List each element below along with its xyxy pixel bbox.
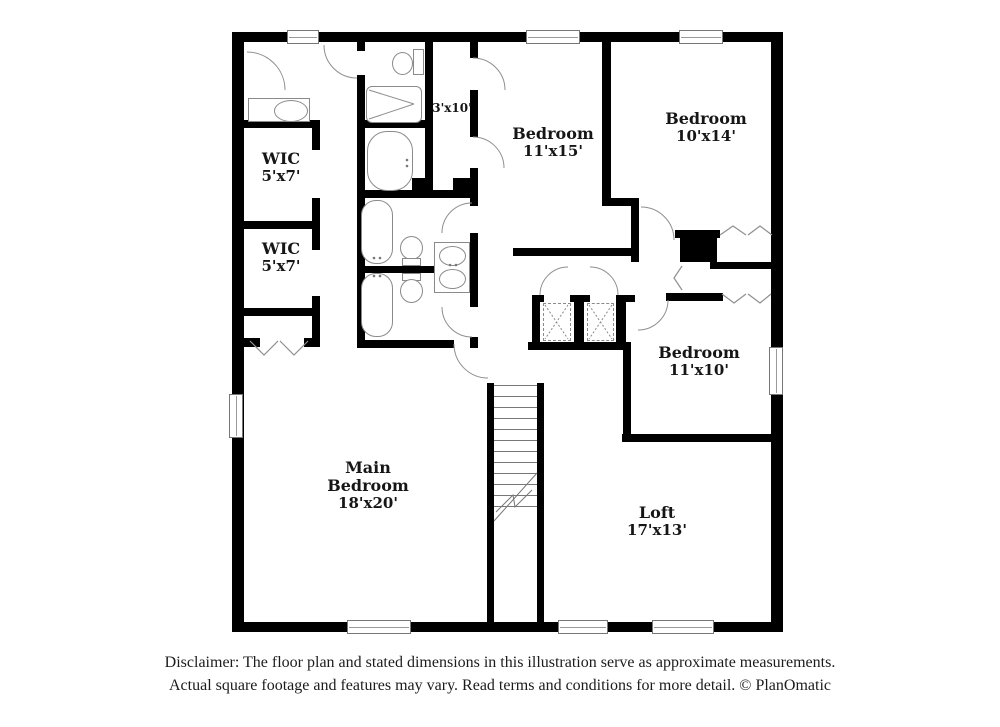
room-label-bedroom-11x15 [512,125,594,160]
wall [470,337,478,348]
wall [357,340,454,348]
room-label-bedroom-10x14 [665,110,747,145]
closet-icon [587,303,614,341]
window [652,620,714,634]
wall [602,42,611,206]
wall [412,178,428,194]
room-label-wic-1 [261,150,300,185]
sink-icon [274,100,308,122]
wall [357,42,365,51]
wall [244,338,260,347]
room-label-closet-3x10 [432,102,472,115]
room-dims: 3'x10' [432,101,472,115]
room-name: Bedroom [658,343,740,362]
window [769,347,783,395]
shower-icon [366,86,422,123]
window [347,620,411,634]
wall [666,293,723,301]
wall [622,434,773,442]
room-label-main-bedroom [316,459,420,512]
wall [244,308,320,316]
wall [623,342,631,442]
wall [470,168,478,206]
wall [425,42,433,198]
toilet-tank-icon [413,49,424,75]
wall [470,42,478,58]
wall [528,342,628,350]
room-dims: 11'x15' [523,141,583,160]
window [229,394,243,438]
room-name: WIC [261,149,301,168]
stairs-icon [494,385,537,511]
disclaimer-line-1: Disclaimer: The floor plan and stated dimensions in this illustration serve as approximate measurements. [164,654,836,671]
sink-icon [439,269,466,289]
room-dims: 11'x10' [669,360,729,379]
wall [312,120,320,150]
disclaimer-line-2: Actual square footage and features may vary. Read terms and conditions for more detail. © PlanOmatic [168,677,831,695]
room-dims: 10'x14' [676,126,736,145]
toilet-bowl-icon [400,279,423,303]
wall [771,32,783,632]
wall [470,233,478,307]
window [558,620,608,634]
room-name: Bedroom [665,109,747,128]
room-label-loft [627,504,687,539]
closet-icon [543,303,571,341]
room-name: Loft [638,503,676,522]
wall [312,198,320,250]
wall [574,295,584,345]
wall [232,32,244,632]
room-dims: 5'x7' [261,166,301,185]
wall [616,295,626,345]
wall [513,248,635,256]
bathtub-icon [361,200,393,264]
toilet-tank-icon [402,258,421,266]
room-name: Main Bedroom [327,458,409,495]
wall [713,262,773,269]
room-dims: 17'x13' [627,520,687,539]
window [526,30,580,44]
bathtub-icon [361,273,393,337]
wall [487,383,494,622]
wall [244,221,320,229]
toilet-bowl-icon [392,52,413,75]
room-label-wic-2 [261,240,300,275]
room-dims: 5'x7' [261,256,301,275]
disclaimer-text [0,651,1000,697]
sink-icon [439,246,466,266]
window [287,30,319,44]
toilet-bowl-icon [400,236,423,260]
bathtub-icon [367,131,413,191]
room-dims: 18'x20' [338,493,398,512]
window [679,30,723,44]
wall [532,295,540,345]
wall [537,383,544,622]
room-name: WIC [261,239,301,258]
wall [312,296,320,347]
room-name: Bedroom [512,124,594,143]
room-label-bedroom-11x10 [658,344,740,379]
